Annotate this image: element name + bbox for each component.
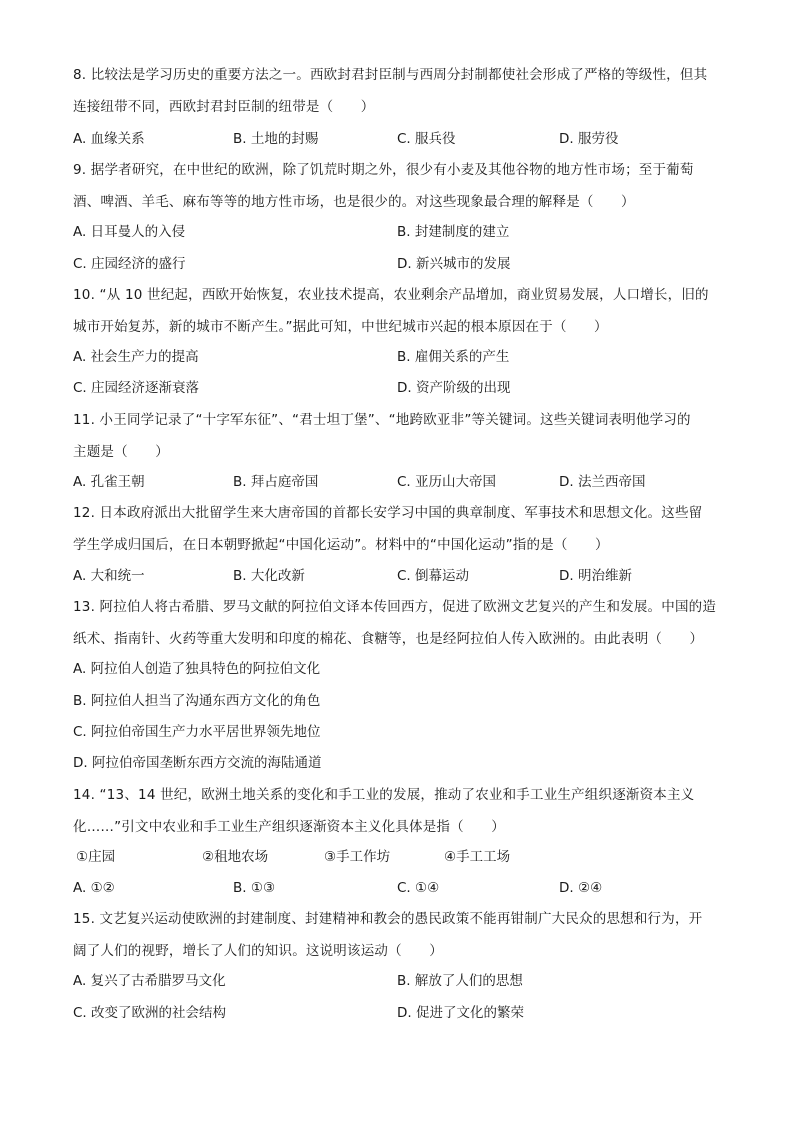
question-line: 连接纽带不同，西欧封君封臣制的纽带是（ ） <box>73 98 375 115</box>
question-10-stem <box>73 280 723 343</box>
question-10-options-row-1 <box>73 342 733 373</box>
question-line: 11. 小王同学记录了“十字军东征”、“君士坦丁堡”、“地跨欧亚非”等关键词。这些关键词表明他学习的 <box>73 412 691 428</box>
question-15-stem <box>73 904 723 967</box>
question-13-option-a-row <box>73 654 733 685</box>
option-a[interactable]: A. 孔雀王朝 <box>73 474 145 490</box>
question-line: 13. 阿拉伯人将古希腊、罗马文献的阿拉伯文译本传回西方，促进了欧洲文艺复兴的产生和发展。中国的造 <box>73 599 717 615</box>
question-line: 城市开始复苏，新的城市不断产生。”据此可知，中世纪城市兴起的根本原因在于（ ） <box>73 318 608 335</box>
question-line: 12. 日本政府派出大批留学生来大唐帝国的首都长安学习中国的典章制度、军事技术和思想文化。这些留 <box>73 505 703 521</box>
question-15-options-row-1 <box>73 966 733 997</box>
question-13-stem <box>73 592 723 655</box>
option-d[interactable]: D. 服劳役 <box>559 131 619 147</box>
question-line: 9. 据学者研究，在中世纪的欧洲，除了饥荒时期之外，很少有小麦及其他谷物的地方性市场；至于葡萄 <box>73 162 694 178</box>
option-b[interactable]: B. ①③ <box>233 880 276 896</box>
question-line: 纸术、指南针、火药等重大发明和印度的棉花、食糖等，也是经阿拉伯人传入欧洲的。由此表明（ ） <box>73 630 704 647</box>
option-a[interactable]: A. 阿拉伯人创造了独具特色的阿拉伯文化 <box>73 661 321 677</box>
question-line: 学生学成归国后，在日本朝野掀起“中国化运动”。材料中的“中国化运动”指的是（ ） <box>73 536 609 553</box>
statement-2: ②租地农场 <box>202 849 269 865</box>
option-b[interactable]: B. 土地的封赐 <box>233 131 319 147</box>
option-d[interactable]: D. 阿拉伯帝国垄断东西方交流的海陆通道 <box>73 755 322 771</box>
option-c[interactable]: C. 亚历山大帝国 <box>397 474 497 490</box>
option-b[interactable]: B. 大化改新 <box>233 568 305 584</box>
question-8-options <box>73 124 733 155</box>
question-11-stem <box>73 405 723 468</box>
question-10-options-row-2 <box>73 373 733 404</box>
question-line: 15. 文艺复兴运动使欧洲的封建制度、封建精神和教会的愚民政策不能再钳制广大民众的思想和行为，开 <box>73 911 703 927</box>
option-d[interactable]: D. 明治维新 <box>559 568 632 584</box>
option-b[interactable]: B. 雇佣关系的产生 <box>397 349 510 365</box>
question-13-option-d-row <box>73 748 733 779</box>
option-b[interactable]: B. 解放了人们的思想 <box>397 973 523 989</box>
option-b[interactable]: B. 封建制度的建立 <box>397 224 510 240</box>
option-b[interactable]: B. 拜占庭帝国 <box>233 474 319 490</box>
question-9-options-row-1 <box>73 217 733 248</box>
option-d[interactable]: D. ②④ <box>559 880 603 896</box>
option-b[interactable]: B. 阿拉伯人担当了沟通东西方文化的角色 <box>73 693 321 709</box>
statement-1: ①庄园 <box>76 849 116 865</box>
option-d[interactable]: D. 资产阶级的出现 <box>397 380 511 396</box>
question-15-options-row-2 <box>73 998 733 1029</box>
question-line: 8. 比较法是学习历史的重要方法之一。西欧封君封臣制与西周分封制都使社会形成了严格的等级性，但其 <box>73 67 708 83</box>
option-c[interactable]: C. 阿拉伯帝国生产力水平居世界领先地位 <box>73 724 321 740</box>
option-c[interactable]: C. 庄园经济的盛行 <box>73 256 186 272</box>
question-9-options-row-2 <box>73 249 733 280</box>
option-c[interactable]: C. 倒幕运动 <box>397 568 470 584</box>
option-a[interactable]: A. 社会生产力的提高 <box>73 349 199 365</box>
question-14-stem <box>73 780 723 843</box>
question-8-stem <box>73 60 723 123</box>
option-a[interactable]: A. 血缘关系 <box>73 131 145 147</box>
question-line: 10. “从 10 世纪起，西欧开始恢复，农业技术提高，农业剩余产品增加，商业贸易发展，人口增长，旧的 <box>73 287 709 303</box>
question-12-stem <box>73 498 723 561</box>
question-line: 主题是（ ） <box>73 443 169 460</box>
option-c[interactable]: C. 庄园经济逐渐衰落 <box>73 380 200 396</box>
statement-4: ④手工工场 <box>444 849 511 865</box>
question-12-options <box>73 561 733 592</box>
question-11-options <box>73 467 733 498</box>
statement-3: ③手工作坊 <box>324 849 391 865</box>
question-line: 阔了人们的视野，增长了人们的知识。这说明该运动（ ） <box>73 942 443 959</box>
question-line: 酒、啤酒、羊毛、麻布等等的地方性市场，也是很少的。对这些现象最合理的解释是（ ） <box>73 193 635 210</box>
option-a[interactable]: A. 大和统一 <box>73 568 145 584</box>
option-d[interactable]: D. 新兴城市的发展 <box>397 256 511 272</box>
option-c[interactable]: C. ①④ <box>397 880 440 896</box>
question-13-option-c-row <box>73 717 733 748</box>
option-c[interactable]: C. 改变了欧洲的社会结构 <box>73 1005 227 1021</box>
option-a[interactable]: A. 复兴了古希腊罗马文化 <box>73 973 226 989</box>
option-a[interactable]: A. 日耳曼人的入侵 <box>73 224 186 240</box>
option-a[interactable]: A. ①② <box>73 880 115 896</box>
option-d[interactable]: D. 促进了文化的繁荣 <box>397 1005 524 1021</box>
option-c[interactable]: C. 服兵役 <box>397 131 456 147</box>
question-9-stem <box>73 155 723 218</box>
question-14-statements <box>76 842 716 873</box>
question-line: 化……”引文中农业和手工业生产组织逐渐资本主义化具体是指（ ） <box>73 818 505 835</box>
question-14-options <box>73 873 733 904</box>
question-line: 14. “13、14 世纪，欧洲土地关系的变化和手工业的发展，推动了农业和手工业生产组织逐渐资本主义 <box>73 787 695 803</box>
option-d[interactable]: D. 法兰西帝国 <box>559 474 646 490</box>
question-13-option-b-row <box>73 686 733 717</box>
